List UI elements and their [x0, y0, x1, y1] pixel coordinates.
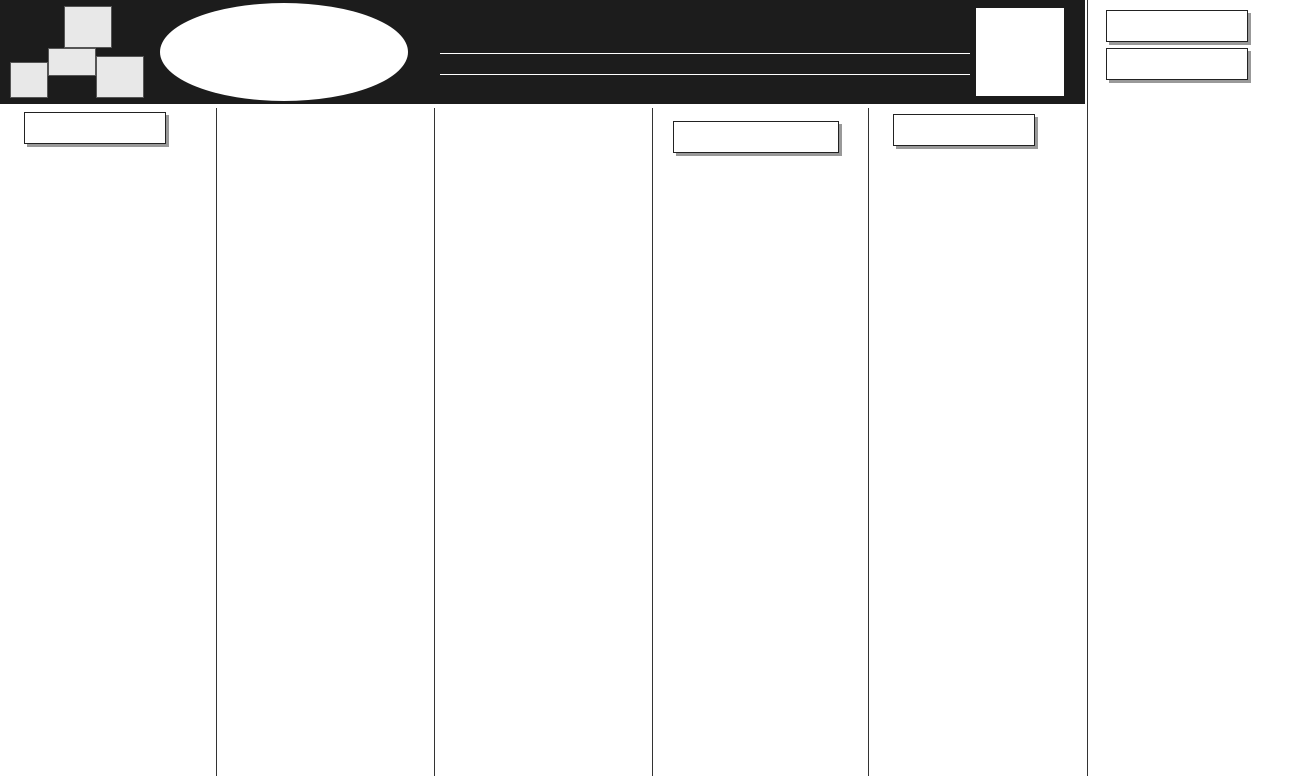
masthead-banner	[0, 0, 1085, 104]
column-3	[439, 113, 648, 776]
column-2	[221, 113, 430, 776]
title-oval	[160, 3, 408, 101]
column-5	[873, 110, 1083, 776]
heading-xunqin	[1106, 48, 1248, 80]
cube-shengming	[64, 6, 112, 48]
heading-gengzheng	[673, 121, 839, 153]
column-rule	[216, 108, 217, 776]
heading-jianzi	[1106, 10, 1248, 42]
logo-cubes	[6, 4, 156, 100]
column-rule	[1087, 0, 1088, 776]
column-rule	[434, 108, 435, 776]
column-4	[657, 113, 864, 776]
services-line	[440, 53, 970, 56]
column-1	[4, 110, 212, 776]
heading-zhuxiao	[893, 114, 1035, 146]
column-6	[1092, 6, 1302, 776]
column-rule	[868, 108, 869, 776]
heading-shengming	[24, 112, 166, 144]
qr-code-icon	[976, 8, 1064, 96]
cube-fuwu	[10, 62, 48, 98]
contact-line	[440, 74, 970, 78]
cube-falv	[48, 48, 96, 76]
column-rule	[652, 108, 653, 776]
hotline	[452, 6, 460, 30]
cube-zhaoshang	[96, 56, 144, 98]
